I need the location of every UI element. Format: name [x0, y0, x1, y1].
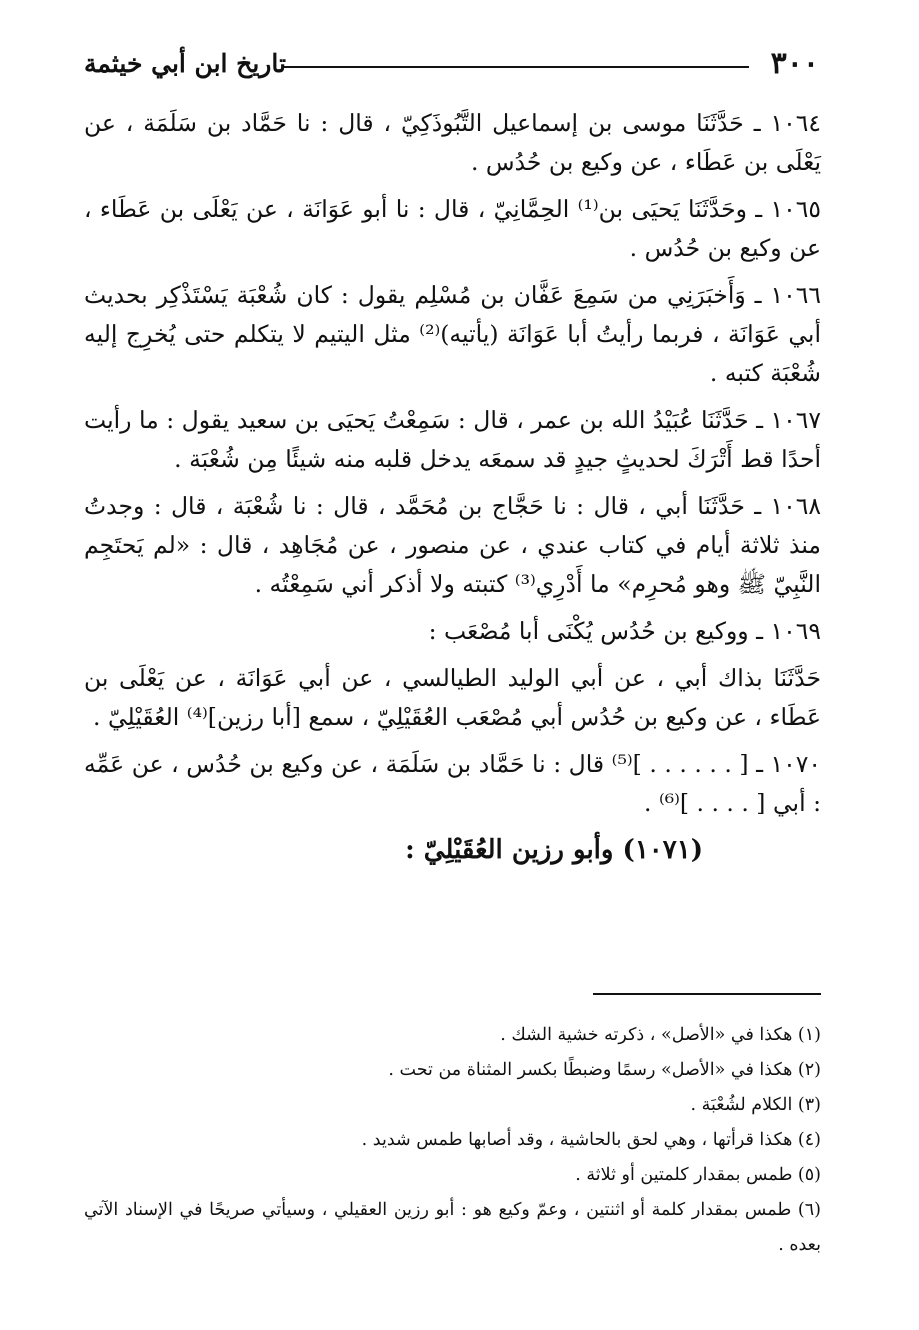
footnote-5: (٥) طمس بمقدار كلمتين أو ثلاثة . [575, 1165, 821, 1185]
hadith-entry-1066: ١٠٦٦ ـ وَأَخبَرَنِي من سَمِعَ عَفَّان بن مُسْلِم يقول : كان شُعْبَة يَسْتَذْكِر بحديث أبي عَوَانَة ، فربما رأيتُ أبا عَوَانَة (يأتيه)⁽²⁾ مثل اليتيم لا يتكلم حتى يُخرِج إليه شُعْبَة كتبه . [84, 281, 821, 387]
hadith-entry-1069: ١٠٦٩ ـ ووكيع بن حُدُس يُكْنَى أبا مُصْعَب : [428, 617, 821, 645]
footnotes [84, 1018, 821, 1263]
footnote-6: (٦) طمس بمقدار كلمة أو اثنتين ، وعمّ وكيع هو : أبو رزين العقيلي ، وسيأتي صريحًا في الإسناد الآتي بعده . [84, 1200, 821, 1255]
book-title: تاريخ ابن أبي خيثمة [84, 49, 286, 78]
hadith-entry-1068: ١٠٦٨ ـ حَدَّثَنَا أبي ، قال : نا حَجَّاج بن مُحَمَّد ، قال : نا شُعْبَة ، قال : وجدتُ منذ ثلاثة أيام في كتاب عندي ، عن منصور ، عن مُجَاهِد ، قال : «لم يَحتَجِم النَّبِيّ ﷺ وهو مُحرِم» ما أَدْرِي⁽³⁾ كتبته ولا أذكر أني سَمِعْتُه . [84, 492, 821, 598]
hadith-entry-1070: ١٠٧٠ ـ [ . . . . . . ]⁽⁵⁾ قال : نا حَمَّاد بن سَلَمَة ، عن وكيع بن حُدُس ، عن عَمِّه : أبي [ . . . . ]⁽⁶⁾ . [84, 750, 822, 817]
page-header [84, 44, 819, 84]
header-rule [284, 66, 749, 68]
main-text [84, 104, 821, 878]
footnote-1: (١) هكذا في «الأصل» ، ذكرته خشية الشك . [500, 1025, 821, 1045]
page-number: ٣٠٠ [770, 46, 819, 81]
hadith-entry-1065: ١٠٦٥ ـ وحَدَّثَنَا يَحيَى بن⁽¹⁾ الحِمَّانِيّ ، قال : نا أبو عَوَانَة ، عن يَعْلَى بن عَطَاء ، عن وكيع بن حُدُس . [84, 195, 821, 262]
hadith-entry-1064: ١٠٦٤ ـ حَدَّثَنَا موسى بن إسماعيل التَّبُوذَكِيّ ، قال : نا حَمَّاد بن سَلَمَة ، عن يَعْلَى بن عَطَاء ، عن وكيع بن حُدُس . [84, 109, 821, 176]
section-heading-1071: (١٠٧١) وأبو رزين العُقَيْلِيّ : [405, 835, 703, 865]
footnote-3: (٣) الكلام لشُعْبَة . [690, 1095, 821, 1115]
footnote-divider [593, 993, 821, 995]
hadith-entry-1069-chain: حَدَّثَنَا بذاك أبي ، عن أبي الوليد الطيالسي ، عن أبي عَوَانَة ، عن يَعْلَى بن عَطَاء ، عن وكيع بن حُدُس أبي مُصْعَب العُقَيْلِيّ ، سمع [أبا رزين]⁽⁴⁾ العُقَيْلِيّ . [84, 664, 821, 731]
footnote-4: (٤) هكذا قرأتها ، وهي لحق بالحاشية ، وقد أصابها طمس شديد . [361, 1130, 821, 1150]
footnote-2: (٢) هكذا في «الأصل» رسمًا وضبطًا بكسر المثناة من تحت . [388, 1060, 821, 1080]
hadith-entry-1067: ١٠٦٧ ـ حَدَّثَنَا عُبَيْدُ الله بن عمر ، قال : سَمِعْتُ يَحيَى بن سعيد يقول : ما رأيت أحدًا قط أَتْرَكَ لحديثٍ جيدٍ قد سمعَه يدخل قلبه منه شيئًا مِن شُعْبَة . [84, 406, 821, 473]
